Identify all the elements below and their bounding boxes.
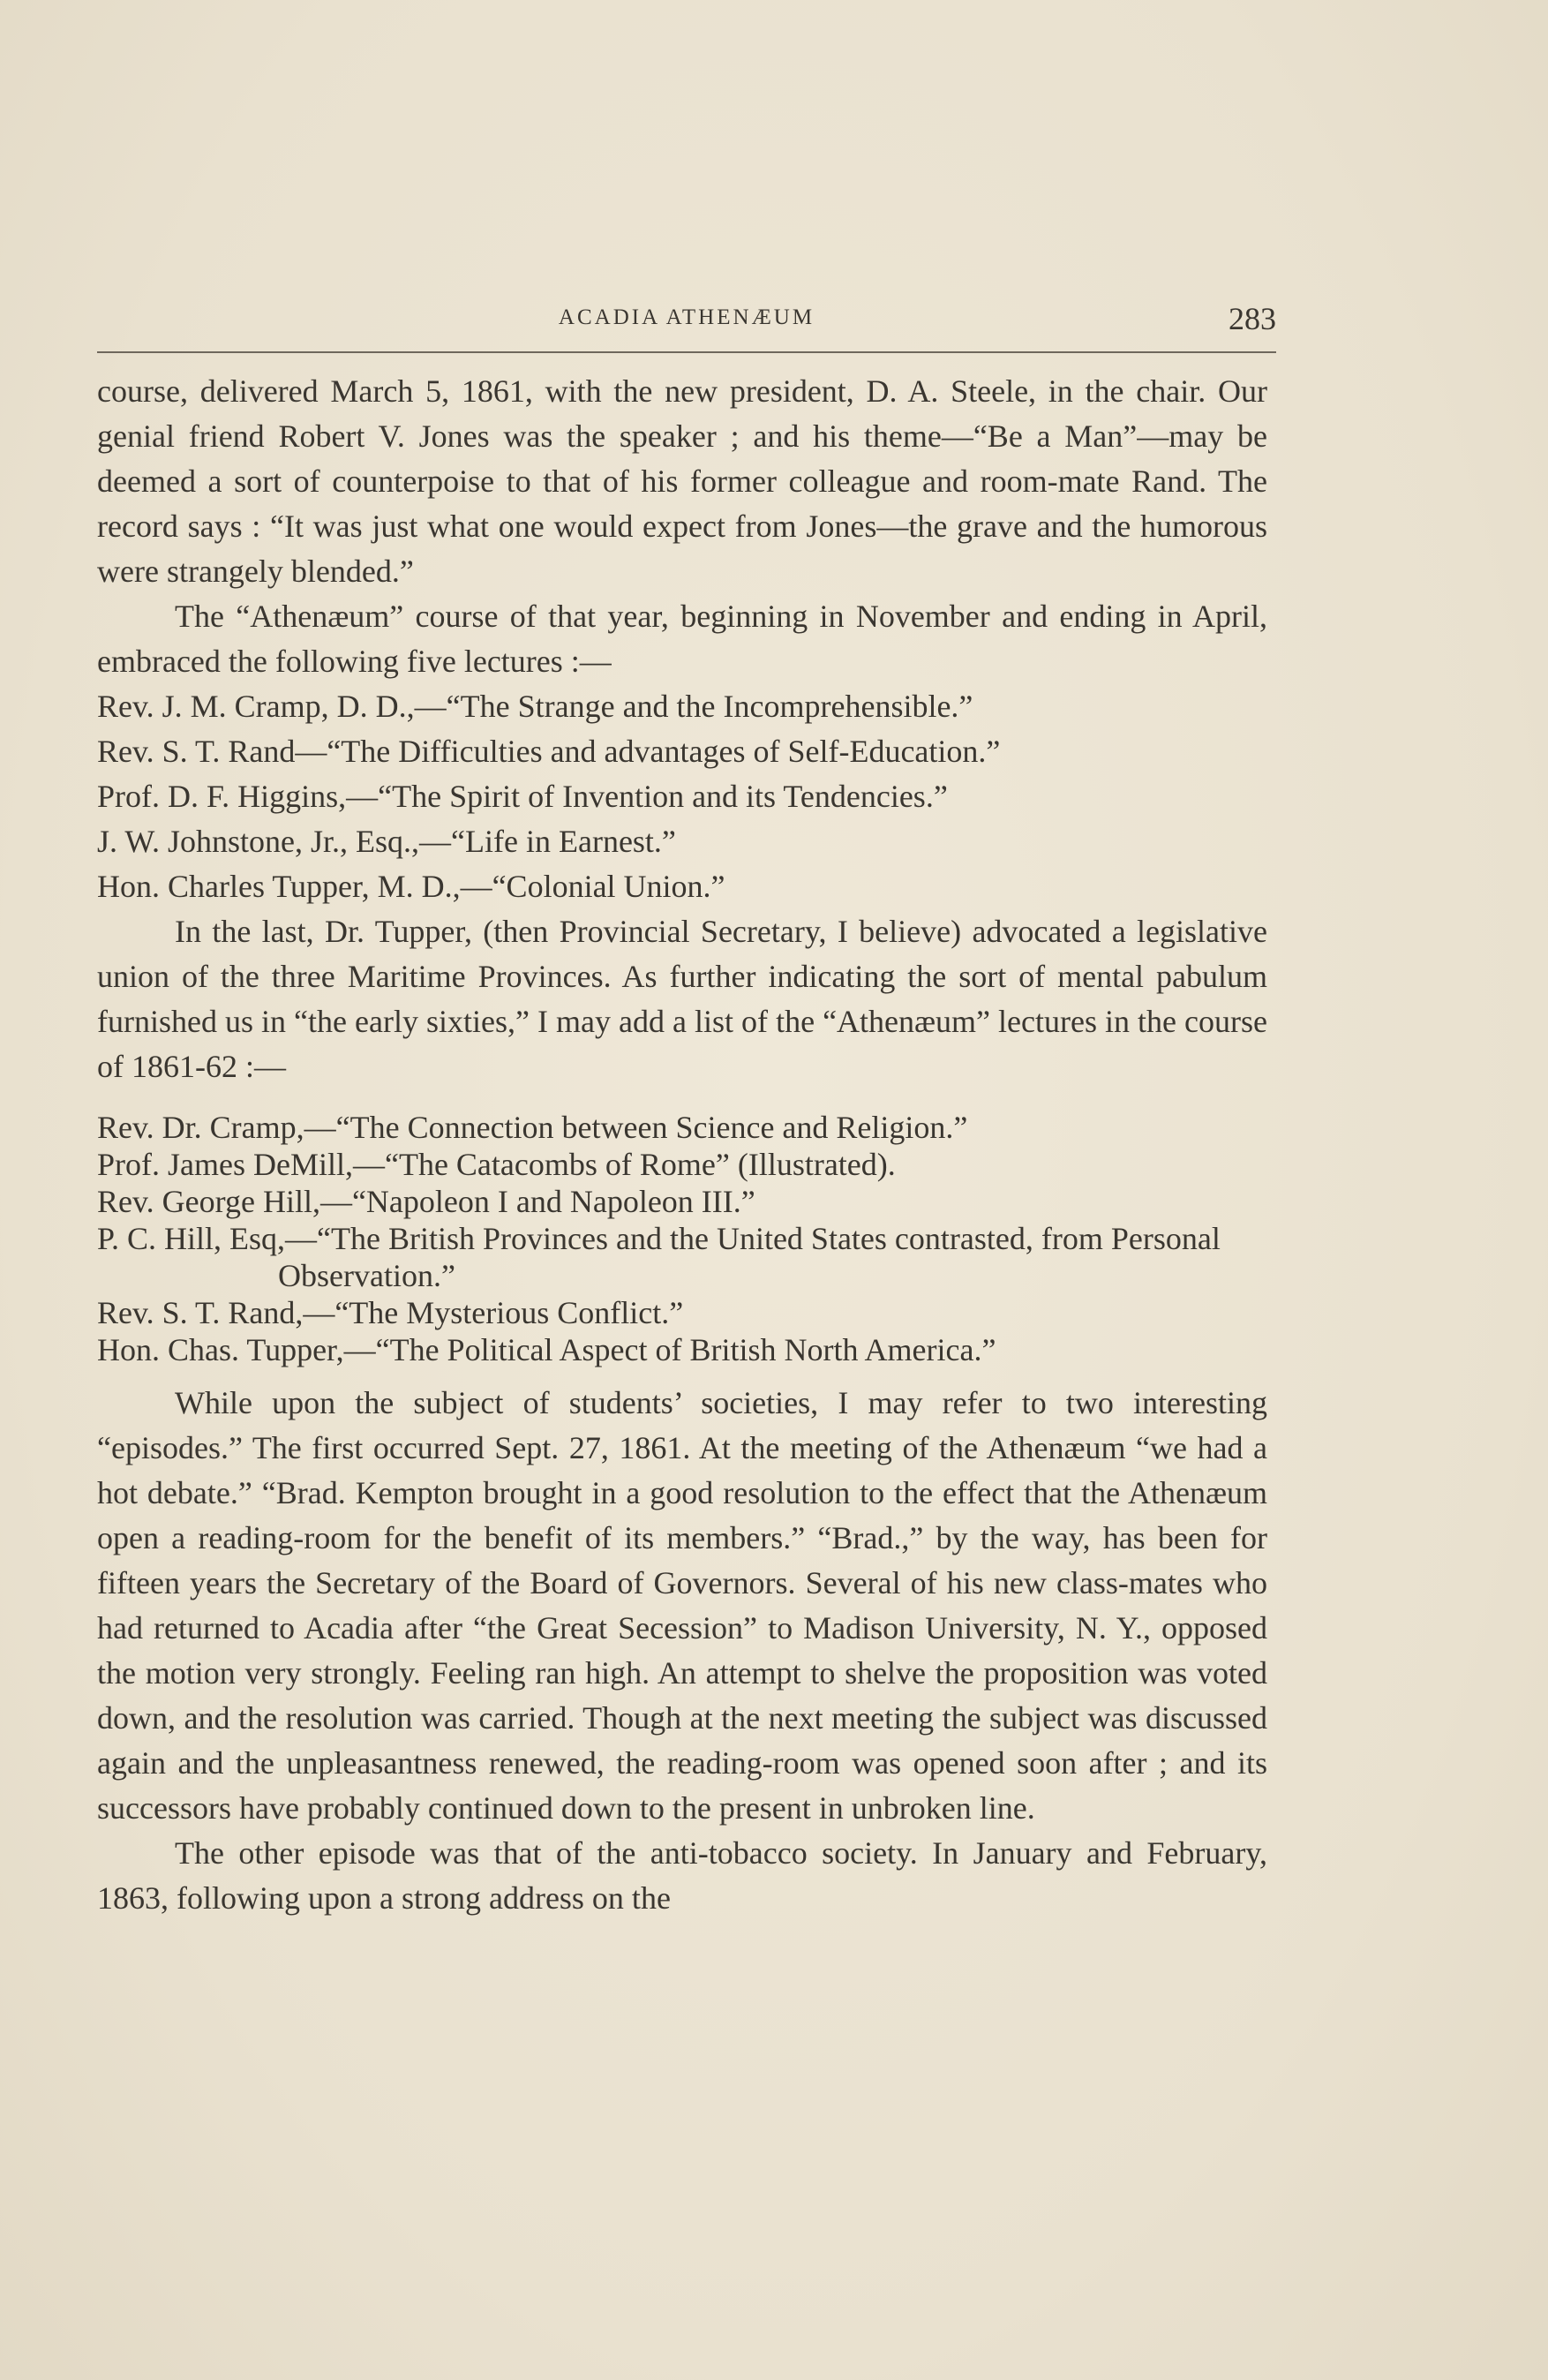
lecture-item: Rev. S. T. Rand,—“The Mysterious Conflict.” <box>97 1295 684 1330</box>
lecture-item: P. C. Hill, Esq,—“The British Provinces and the United States contrasted, from Personal Observation.” <box>97 1221 1221 1293</box>
body-text <box>97 369 1267 1921</box>
page-number: 283 <box>1229 301 1276 336</box>
header-rule <box>97 351 1276 353</box>
lecture-item: Hon. Chas. Tupper,—“The Political Aspect of British North America.” <box>97 1332 996 1367</box>
lecture-item: Rev. J. M. Cramp, D. D.,—“The Strange and the Incomprehensible.” <box>97 689 973 724</box>
running-head: ACADIA ATHENÆUM <box>558 305 815 329</box>
paragraph-3: In the last, Dr. Tupper, (then Provincial Secretary, I believe) advocated a legislative union of the three Maritime Provinces. As further indicating the sort of mental pabulum furnished us in “the early sixties,” I may add a list of the “Athenæum” lectures in the course of 1861-62 :— <box>97 914 1267 1084</box>
paragraph-5: The other episode was that of the anti-tobacco society. In January and February, 1863, following upon a strong address on the <box>97 1835 1267 1916</box>
paragraph-2: The “Athenæum” course of that year, beginning in November and ending in April, embraced the following five lectures :— <box>97 599 1267 679</box>
paragraph-4: While upon the subject of students’ societies, I may refer to two interesting “episodes.” The first occurred Sept. 27, 1861. At the meeting of the Athenæum “we had a hot debate.” “Brad. Kempton brought in a good resolution to the effect that the Athenæum open a reading-room for the benefit of its members.” “Brad.,” by the way, has been for fifteen years the Secretary of the Board of Governors. Several of his new class-mates who had returned to Acadia after “the Great Secession” to Madison University, N. Y., opposed the motion very strongly. Feeling ran high. An attempt to shelve the proposition was voted down, and the resolution was carried. Though at the next meeting the subject was discussed again and the unpleasantness renewed, the reading-room was opened soon after ; and its successors have probably continued down to the present in unbroken line. <box>97 1385 1267 1826</box>
lecture-item: Rev. S. T. Rand—“The Difficulties and advantages of Self-Education.” <box>97 734 1001 769</box>
page-header <box>97 300 1276 353</box>
lecture-item: Prof. James DeMill,—“The Catacombs of Rome” (Illustrated). <box>97 1147 896 1182</box>
lecture-item: Rev. George Hill,—“Napoleon I and Napoleon III.” <box>97 1184 755 1219</box>
lecture-item: J. W. Johnstone, Jr., Esq.,—“Life in Earnest.” <box>97 824 676 859</box>
lecture-list-1860 <box>97 684 1267 909</box>
lecture-item: Rev. Dr. Cramp,—“The Connection between Science and Religion.” <box>97 1110 968 1145</box>
lecture-item: Prof. D. F. Higgins,—“The Spirit of Invention and its Tendencies.” <box>97 779 948 814</box>
lecture-item: Hon. Charles Tupper, M. D.,—“Colonial Union.” <box>97 869 725 904</box>
paragraph-1: course, delivered March 5, 1861, with the new president, D. A. Steele, in the chair. Our genial friend Robert V. Jones was the speaker ; and his theme—“Be a Man”—may be deemed a sort of counterpoise to that of his former colleague and room-mate Rand. The record says : “It was just what one would expect from Jones—the grave and the humorous were strangely blended.” <box>97 373 1267 589</box>
lecture-list-1861 <box>97 1109 1267 1368</box>
